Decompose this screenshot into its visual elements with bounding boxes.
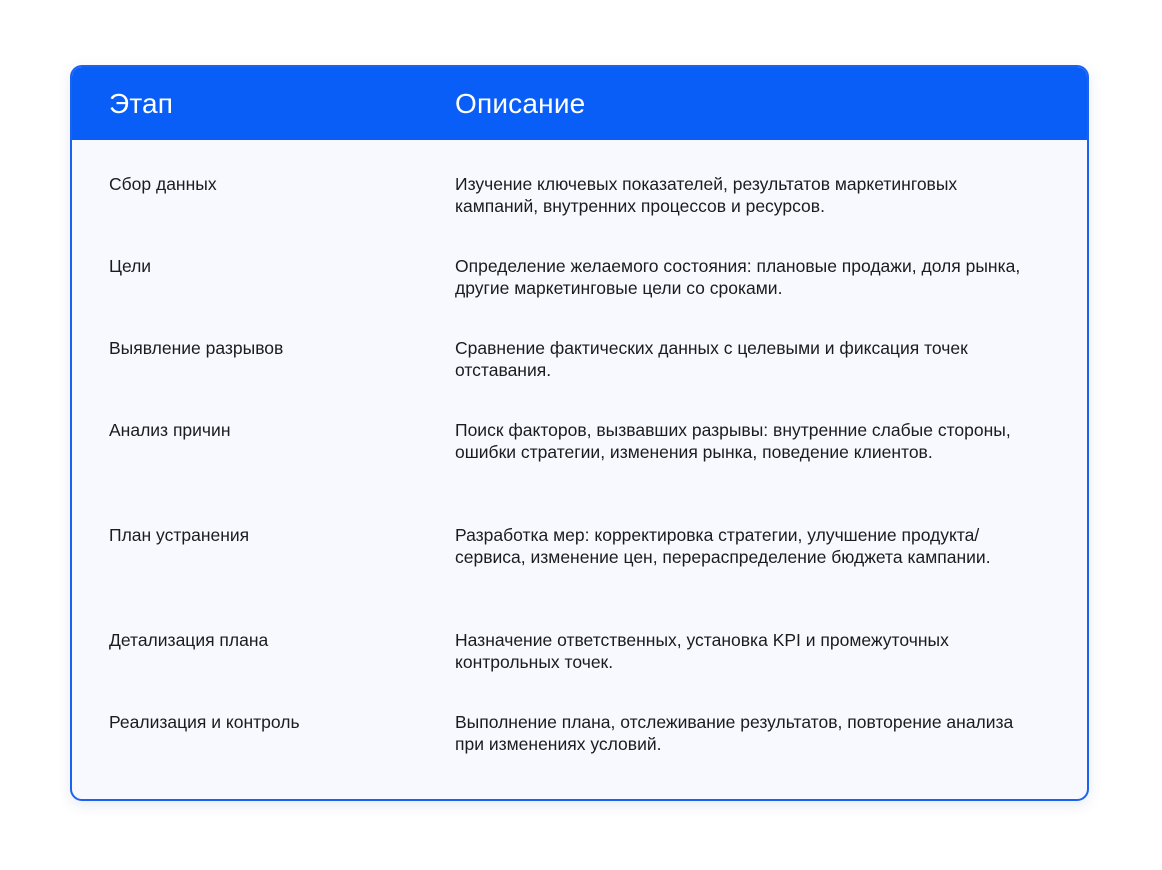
stage-cell: Реализация и контроль [109, 712, 300, 732]
description-cell: Сравнение фактических данных с целевыми и фиксация точек отставания. [455, 338, 968, 380]
stage-cell: План устранения [109, 525, 250, 545]
description-cell: Назначение ответственных, установка KPI и промежуточных контрольных точек. [455, 630, 949, 672]
description-cell: Определение желаемого состояния: плановые продажи, доля рынка, другие маркетинговые цели со сроками. [455, 256, 1021, 298]
table-header [72, 67, 1087, 140]
header-description: Описание [455, 88, 586, 119]
description-cell: Изучение ключевых показателей, результатов маркетинговых кампаний, внутренних процессов и ресурсов. [455, 174, 958, 216]
description-cell: Поиск факторов, вызвавших разрывы: внутренние слабые стороны, ошибки стратегии, изменения рынка, поведение клиентов. [455, 420, 1011, 462]
stage-cell: Цели [109, 256, 152, 276]
description-cell: Выполнение плана, отслеживание результатов, повторение анализа при изменениях условий. [455, 712, 1014, 754]
stages-table [70, 65, 1089, 801]
stage-cell: Выявление разрывов [109, 338, 284, 358]
stage-cell: Сбор данных [109, 174, 217, 194]
header-stage: Этап [109, 88, 174, 119]
description-cell: Разработка мер: корректировка стратегии, улучшение продукта/сервиса, изменение цен, перераспределение бюджета кампании. [455, 525, 991, 567]
stage-cell: Детализация плана [109, 630, 269, 650]
stage-cell: Анализ причин [109, 420, 231, 440]
